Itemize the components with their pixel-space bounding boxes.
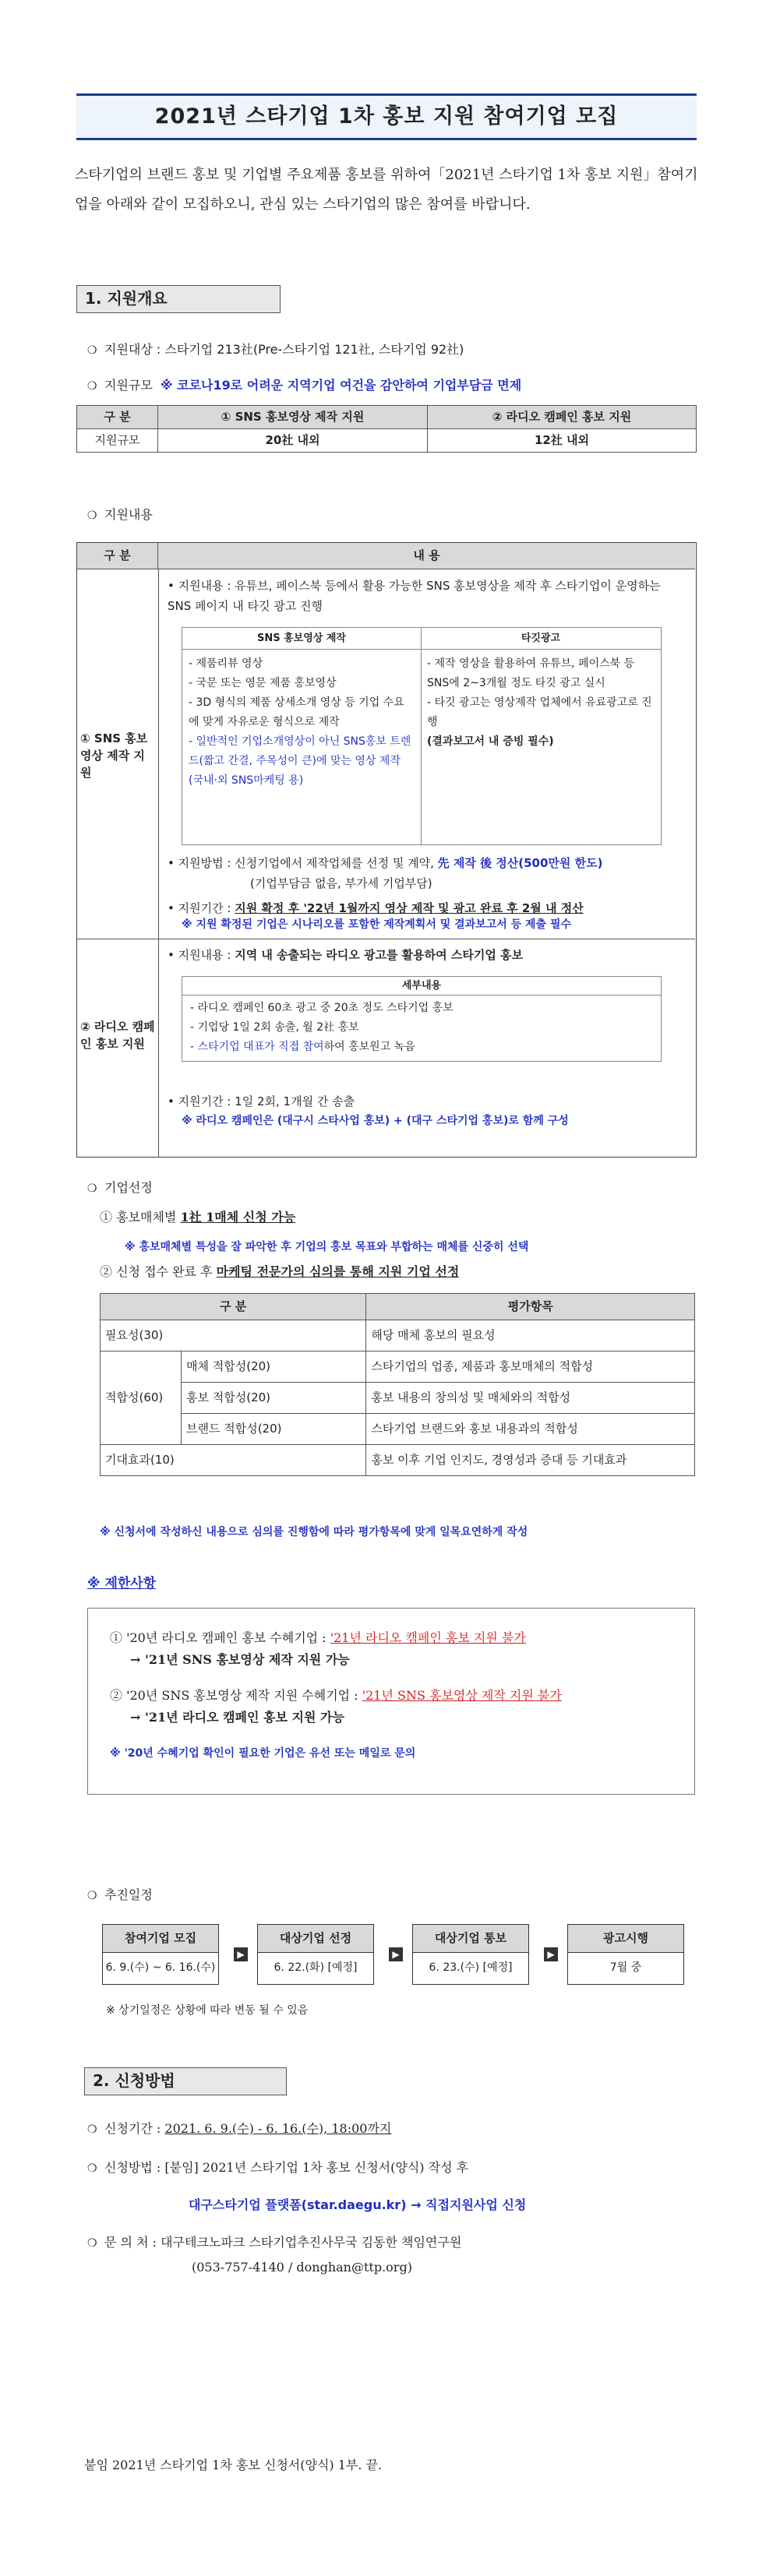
eval-table: 구 분 평가항목 필요성(30) 해당 매체 홍보의 필요성 적합성(60) 매체 적합성(20) 스타기업의 업종, 제품과 홍보매체의 적합성 홍보 적합성(20) 홍보 내용의 창의성 및 매체와의 적합성 브랜드 적합성(20) 스타기업 브랜드와 홍보 내용과의 적합성 기대효과(10) 홍보 이후 기업 인지도, 경영성과 증대 등 기대효과: [100, 1293, 695, 1476]
arrow-right-icon: ▶: [234, 1947, 248, 1961]
contact-detail: (053-757-4140 / donghan@ttp.org): [192, 2260, 412, 2275]
target-line: ❍ 지원대상 : 스타기업 213社(Pre-스타기업 121社, 스타기업 92社): [87, 342, 464, 357]
radio-desc: • 지원내용 : 지역 내 송출되는 라디오 광고를 활용하여 스타기업 홍보: [168, 948, 524, 962]
selection-item-2: ② 신청 접수 완료 후 마케팅 전문가의 심의를 통해 지원 기업 선정: [100, 1264, 460, 1279]
sns-note: ※ 지원 확정된 기업은 시나리오를 포함한 제작계획서 및 결과보고서 등 제출 필수: [182, 918, 571, 931]
sns-inner-table: SNS 홍보영상 제작 타깃광고 - 제품리뷰 영상 - 국문 또는 영문 제품 홍보영상 - 3D 형식의 제품 상세소개 영상 등 기업 수요에 맞게 자유로운 형식으로 제작 - 일반적인 기업소개영상이 아닌 SNS홍보 트렌드(짧고 간결, 주목성이 큰)에 맞는 영상 제작 (국내·외 SNS마케팅 용) - 제작 영상을 활용하여 유튜브, 페이스북 등 SNS에 2~3개월 정도 타깃 광고 실시 - 타깃 광고는 영상제작 업체에서 유료광고로 진행 (결과보고서 내 증빙 필수): [182, 627, 662, 845]
eval-note: ※ 신청서에 작성하신 내용으로 심의를 진행함에 따라 평가항목에 맞게 일목요연하게 작성: [100, 1526, 528, 1538]
schedule-note: ※ 상기일정은 상황에 따라 변동 될 수 있음: [106, 2004, 309, 2017]
schedule-step-3: 대상기업 통보 6. 23.(수) [예정]: [412, 1924, 529, 1985]
restrict-title: ※ 제한사항: [87, 1576, 157, 1591]
radio-note: ※ 라디오 캠페인은 (대구시 스타사업 홍보) + (대구 스타기업 홍보)로 함께 구성: [182, 1115, 569, 1127]
sns-method: • 지원방법 : 신청기업에서 제작업체를 선정 및 계약, 先 제작 後 정산(500만원 한도) (기업부담금 없음, 부가세 기업부담): [168, 856, 603, 890]
schedule-step-2: 대상기업 선정 6. 22.(화) [예정]: [257, 1924, 374, 1985]
restrict-box: ① '20년 라디오 캠페인 홍보 수혜기업 : '21년 라디오 캠페인 홍보 지원 불가 → '21년 SNS 홍보영상 제작 지원 가능 ② '20년 SNS 홍보영상 제작 지원 수혜기업 : '21년 SNS 홍보영상 제작 지원 불가 → '21년 라디오 캠페인 홍보 지원 가능 ※ '20년 수혜기업 확인이 필요한 기업은 유선 또는 메일로 문의: [87, 1608, 695, 1795]
selection-note: ※ 홍보매체별 특성을 잘 파악한 후 기업의 홍보 목표와 부합하는 매체를 신중히 선택: [125, 1241, 529, 1253]
page-title: 2021년 스타기업 1차 홍보 지원 참여기업 모집: [76, 93, 697, 140]
selection-item-1: ① 홍보매체별 1社 1매체 신청 가능: [100, 1210, 296, 1225]
schedule-line: ❍ 추진일정: [87, 1887, 153, 1902]
arrow-right-icon: ▶: [389, 1947, 403, 1961]
sns-period: • 지원기간 : 지원 확정 후 '22년 1월까지 영상 제작 및 광고 완료 후 2월 내 정산: [168, 901, 584, 915]
scale-table: 구 분 ① SNS 홍보영상 제작 지원 ② 라디오 캠페인 홍보 지원 지원규모 20社 내외 12社 내외: [76, 405, 697, 453]
radio-inner-table: 세부내용 - 라디오 캠페인 60초 광고 중 20초 정도 스타기업 홍보 - 기업당 1일 2회 송출, 월 2社 홍보 - 스타기업 대표가 직접 참여하여 홍보원고 녹음: [182, 976, 662, 1062]
sns-desc: • 지원내용 : 유튜브, 페이스북 등에서 활용 가능한 SNS 홍보영상을 제작 후 스타기업이 운영하는 SNS 페이지 내 타깃 광고 진행: [168, 579, 661, 613]
scale-line: ❍ 지원규모 ※ 코로나19로 어려운 지역기업 여건을 감안하여 기업부담금 면제: [87, 378, 522, 393]
radio-period: • 지원기간 : 1일 2회, 1개월 간 송출: [168, 1094, 355, 1108]
content-table: 구 분 내 용 ① SNS 홍보영상 제작 지원 • 지원내용 : 유튜브, 페이스북 등에서 활용 가능한 SNS 홍보영상을 제작 후 스타기업이 운영하는 SNS 페이지 내 타깃 광고 진행 SNS 홍보영상 제작 타깃광고 - 제품리뷰 영상 - 국문 또는 영문 제품 홍보영상 - 3D 형식의 제품 상세소개 영상 등 기업 수요에 맞게 자유로운 형식으로 제작 - 일반적인 기업소개영상이 아닌 SNS홍보 트렌드(짧고 간결, 주목성이 큰)에 맞는 영상 제작 (국내·외 SNS마케팅 용) - 제작 영상을 활용하여 유튜브, 페이스북 등 SNS에 2~3개월 정도 타깃 광고 실시 - 타깃 광고는 영상제작 업체에서 유료광고로 진행 (결과보고서 내 증빙 필수) • 지원방법 : 신청기업에서 제작업체를 선정 및 계약, 先 제작 後 정산(500만원 한도) (기업부담금 없음, 부가세 기업부담) • 지원기간 : 지원 확정 후 '22년 1월까지 영상 제작 및 광고 완료 후 2월 내 정산 ※ 지원 확정된 기업은 시나리오를 포함한 제작계획서 및 결과보고서 등 제출 필수 ② 라디오 캠페인 홍보 지원 • 지원내용 : 지역 내 송출되는 라디오 광고를 활용하여 스타기업 홍보 세부내용 - 라디오 캠페인 60초 광고 중 20초 정도 스타기업 홍보 - 기업당 1일 2회 송출, 월 2社 홍보 - 스타기업 대표가 직접 참여하여 홍보원고 녹음 • 지원기간 : 1일 2회, 1개월 간 송출 ※ 라디오 캠페인은 (대구시 스타사업 홍보) + (대구 스타기업 홍보)로 함께 구성: [76, 542, 697, 1158]
radio-row-label: ② 라디오 캠페인 홍보 지원: [80, 1020, 155, 1051]
apply-platform-link[interactable]: 대구스타기업 플랫폼(star.daegu.kr) → 직접지원사업 신청: [189, 2197, 527, 2212]
contact-line: ❍ 문 의 처 : 대구테크노파크 스타기업추진사무국 김동한 책임연구원: [87, 2235, 462, 2250]
apply-method: ❍ 신청방법 : [붙임] 2021년 스타기업 1차 홍보 신청서(양식) 작성 후: [87, 2160, 469, 2175]
section-heading-apply: 2. 신청방법: [84, 2067, 287, 2095]
arrow-right-icon: ▶: [544, 1947, 558, 1961]
selection-line: ❍ 기업선정: [87, 1180, 153, 1195]
section-heading-overview: 1. 지원개요: [76, 285, 281, 313]
schedule-step-4: 광고시행 7월 중: [567, 1924, 684, 1985]
schedule-step-1: 참여기업 모집 6. 9.(수) ~ 6. 16.(수): [102, 1924, 219, 1985]
intro-paragraph: 스타기업의 브랜드 홍보 및 기업별 주요제품 홍보를 위하여「2021년 스타기업 1차 홍보 지원」참여기업을 아래와 같이 모집하오니, 관심 있는 스타기업의 많은 참여를 바랍니다.: [75, 167, 698, 213]
attachment-note: 붙임 2021년 스타기업 1차 홍보 신청서(양식) 1부. 끝.: [84, 2458, 383, 2472]
apply-period: ❍ 신청기간 : 2021. 6. 9.(수) - 6. 16.(수), 18:00까지: [87, 2121, 392, 2136]
content-line: ❍ 지원내용: [87, 507, 153, 522]
sns-row-label: ① SNS 홍보영상 제작 지원: [80, 731, 148, 780]
